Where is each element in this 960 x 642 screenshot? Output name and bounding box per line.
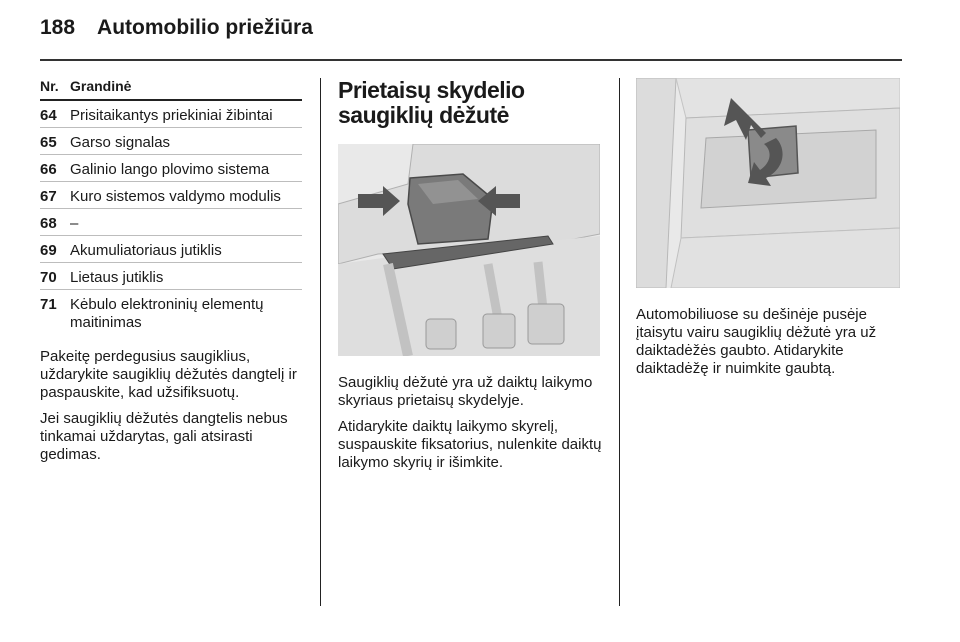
circuit-name: Akumuliatoriaus jutiklis: [70, 242, 222, 259]
circuit-name: –: [70, 215, 79, 232]
table-row: [40, 182, 302, 209]
col-circuit-header: Grandinė: [70, 78, 132, 94]
column-divider: [619, 78, 620, 606]
circuit-name: Kėbulo elektroninių elementų maitinimas: [70, 296, 264, 331]
fuse-number: 70: [40, 269, 57, 286]
circuit-name: Prisitaikantys priekiniai žibintai: [70, 107, 273, 124]
table-row: [40, 263, 302, 290]
page-number: 188: [40, 16, 76, 39]
glovebox-cover-illustration: [636, 78, 900, 288]
body-paragraph: Automobiliuose su dešinėje pusėje įtaisytu vairu saugiklių dėžutė yra už daiktadėžės gaubto. Atidarykite daiktadėžę ir nuimkite gaubtą.: [636, 306, 877, 377]
col-nr-header: Nr.: [40, 78, 59, 94]
fuse-number: 67: [40, 188, 57, 205]
table-row: [40, 155, 302, 182]
table-row: [40, 236, 302, 263]
fuse-number: 68: [40, 215, 57, 232]
body-paragraph: Jei saugiklių dėžutės dangtelis nebus tinkamai uždarytas, gali atsirasti gedimas.: [40, 410, 288, 463]
table-row: [40, 101, 302, 128]
column-middle: [338, 78, 604, 480]
fuse-number: 64: [40, 107, 57, 124]
fuse-table-body: [40, 101, 302, 334]
column-divider: [320, 78, 321, 606]
section-title: Prietaisų skydelio saugiklių dėžutė: [338, 77, 525, 128]
body-paragraph: Atidarykite daiktų laikymo skyrelį, suspauskite fiksatorius, nulenkite daiktų laikymo skyrių ir išimkite.: [338, 418, 602, 471]
instrument-panel-fusebox-illustration: [338, 144, 600, 356]
body-paragraph: Saugiklių dėžutė yra už daiktų laikymo skyriaus prietaisų skydelyje.: [338, 374, 593, 409]
circuit-name: Garso signalas: [70, 134, 171, 151]
column-right: [636, 78, 902, 386]
body-paragraph: Pakeitę perdegusius saugiklius, uždarykite saugiklių dėžutės dangtelį ir paspauskite, kad užsifiksuotų.: [40, 348, 297, 401]
column-left: [40, 78, 302, 472]
fuse-number: 65: [40, 134, 57, 151]
header-rule: [40, 59, 902, 61]
fuse-number: 69: [40, 242, 57, 259]
table-row: [40, 128, 302, 155]
circuit-name: Lietaus jutiklis: [70, 269, 164, 286]
circuit-name: Galinio lango plovimo sistema: [70, 161, 270, 178]
circuit-name: Kuro sistemos valdymo modulis: [70, 188, 281, 205]
table-row: [40, 209, 302, 236]
table-row: [40, 290, 302, 334]
fuse-number: 71: [40, 296, 57, 313]
fuse-table-header: [40, 78, 302, 101]
fuse-number: 66: [40, 161, 57, 178]
page-header: [40, 16, 313, 46]
page-title: Automobilio priežiūra: [97, 16, 313, 39]
